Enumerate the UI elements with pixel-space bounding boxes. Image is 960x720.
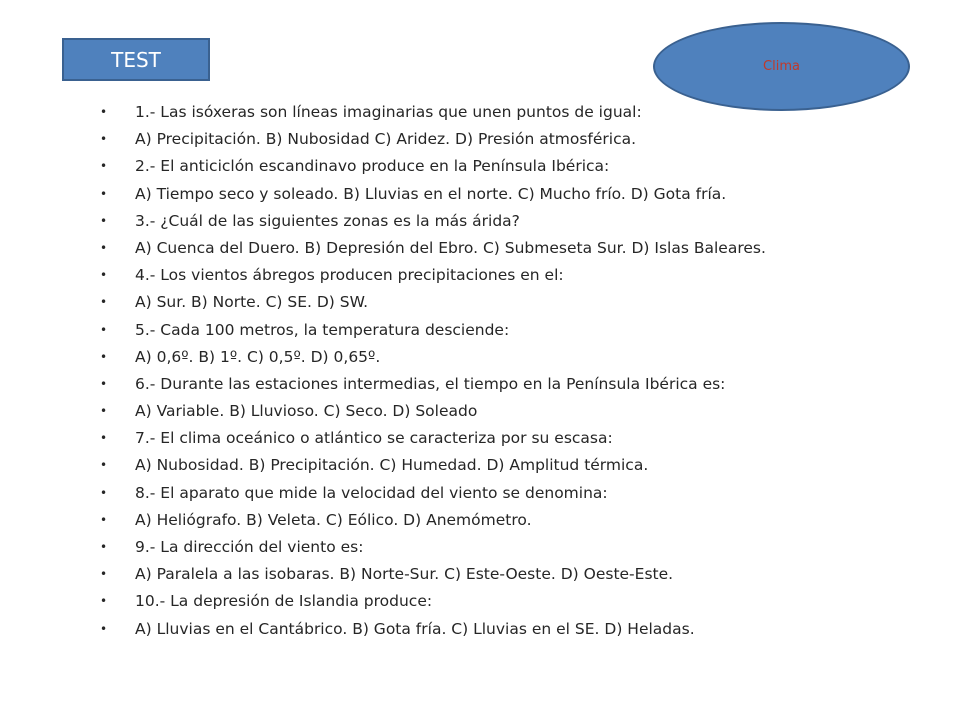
list-item-text: 7.- El clima oceánico o atlántico se caracteriza por su escasa: bbox=[135, 429, 613, 448]
bullet-icon: • bbox=[100, 485, 108, 500]
bullet-icon: • bbox=[100, 268, 108, 283]
bullet-icon: • bbox=[100, 322, 108, 337]
list-item-text: A) Variable. B) Lluvioso. C) Seco. D) Soleado bbox=[135, 402, 478, 421]
list-item bbox=[100, 588, 766, 615]
list-item-text: A) Lluvias en el Cantábrico. B) Gota fría. C) Lluvias en el SE. D) Heladas. bbox=[135, 619, 695, 638]
list-item bbox=[100, 99, 766, 126]
list-item-text: A) Paralela a las isobaras. B) Norte-Sur. C) Este-Oeste. D) Oeste-Este. bbox=[135, 565, 674, 584]
list-item bbox=[100, 480, 766, 507]
bullet-icon: • bbox=[100, 349, 108, 364]
question-list bbox=[100, 99, 766, 643]
list-item-text: A) Sur. B) Norte. C) SE. D) SW. bbox=[135, 293, 369, 312]
list-item bbox=[100, 289, 766, 316]
list-item bbox=[100, 208, 766, 235]
bullet-icon: • bbox=[100, 159, 108, 174]
list-item-text: 3.- ¿Cuál de las siguientes zonas es la más árida? bbox=[135, 211, 520, 230]
list-item-text: A) Heliógrafo. B) Veleta. C) Eólico. D) Anemómetro. bbox=[135, 510, 532, 529]
bullet-icon: • bbox=[100, 186, 108, 201]
bullet-icon: • bbox=[100, 132, 108, 147]
list-item-text: A) 0,6º. B) 1º. C) 0,5º. D) 0,65º. bbox=[135, 347, 381, 366]
bullet-icon: • bbox=[100, 213, 108, 228]
topic-badge-label: Clima bbox=[763, 59, 800, 74]
list-item-text: 1.- Las isóxeras son líneas imaginarias que unen puntos de igual: bbox=[135, 103, 642, 121]
list-item-text: 2.- El anticiclón escandinavo produce en la Península Ibérica: bbox=[135, 157, 610, 176]
list-item-text: 10.- La depresión de Islandia produce: bbox=[135, 592, 433, 611]
list-item bbox=[100, 452, 766, 479]
list-item bbox=[100, 181, 766, 208]
list-item bbox=[100, 371, 766, 398]
bullet-icon: • bbox=[100, 458, 108, 473]
list-item bbox=[100, 235, 766, 262]
page-title: TEST bbox=[111, 47, 161, 72]
list-item-text: 4.- Los vientos ábregos producen precipitaciones en el: bbox=[135, 266, 564, 285]
list-item bbox=[100, 398, 766, 425]
title-box bbox=[62, 38, 210, 81]
bullet-icon: • bbox=[100, 512, 108, 527]
list-item bbox=[100, 262, 766, 289]
list-item-text: 6.- Durante las estaciones intermedias, el tiempo en la Península Ibérica es: bbox=[135, 374, 726, 393]
list-item-text: A) Nubosidad. B) Precipitación. C) Humedad. D) Amplitud térmica. bbox=[135, 456, 649, 475]
list-item bbox=[100, 507, 766, 534]
list-item-text: 5.- Cada 100 metros, la temperatura desciende: bbox=[135, 320, 510, 339]
list-item-text: A) Cuenca del Duero. B) Depresión del Ebro. C) Submeseta Sur. D) Islas Baleares. bbox=[135, 238, 766, 257]
list-item bbox=[100, 344, 766, 371]
bullet-icon: • bbox=[100, 404, 108, 419]
bullet-icon: • bbox=[100, 621, 108, 636]
list-item bbox=[100, 425, 766, 452]
list-item-text: 9.- La dirección del viento es: bbox=[135, 538, 364, 556]
list-item bbox=[100, 561, 766, 588]
bullet-icon: • bbox=[100, 240, 108, 255]
bullet-icon: • bbox=[100, 431, 108, 446]
bullet-icon: • bbox=[100, 105, 108, 119]
list-item-text: 8.- El aparato que mide la velocidad del viento se denomina: bbox=[135, 483, 608, 502]
list-item bbox=[100, 317, 766, 344]
bullet-icon: • bbox=[100, 567, 108, 582]
bullet-icon: • bbox=[100, 540, 108, 554]
list-item bbox=[100, 153, 766, 180]
list-item bbox=[100, 126, 766, 153]
list-item-text: A) Tiempo seco y soleado. B) Lluvias en el norte. C) Mucho frío. D) Gota fría. bbox=[135, 184, 727, 203]
topic-badge bbox=[653, 22, 910, 111]
bullet-icon: • bbox=[100, 376, 108, 391]
list-item bbox=[100, 534, 766, 561]
list-item bbox=[100, 616, 766, 643]
bullet-icon: • bbox=[100, 295, 108, 310]
bullet-icon: • bbox=[100, 594, 108, 609]
list-item-text: A) Precipitación. B) Nubosidad C) Aridez. D) Presión atmosférica. bbox=[135, 130, 637, 149]
